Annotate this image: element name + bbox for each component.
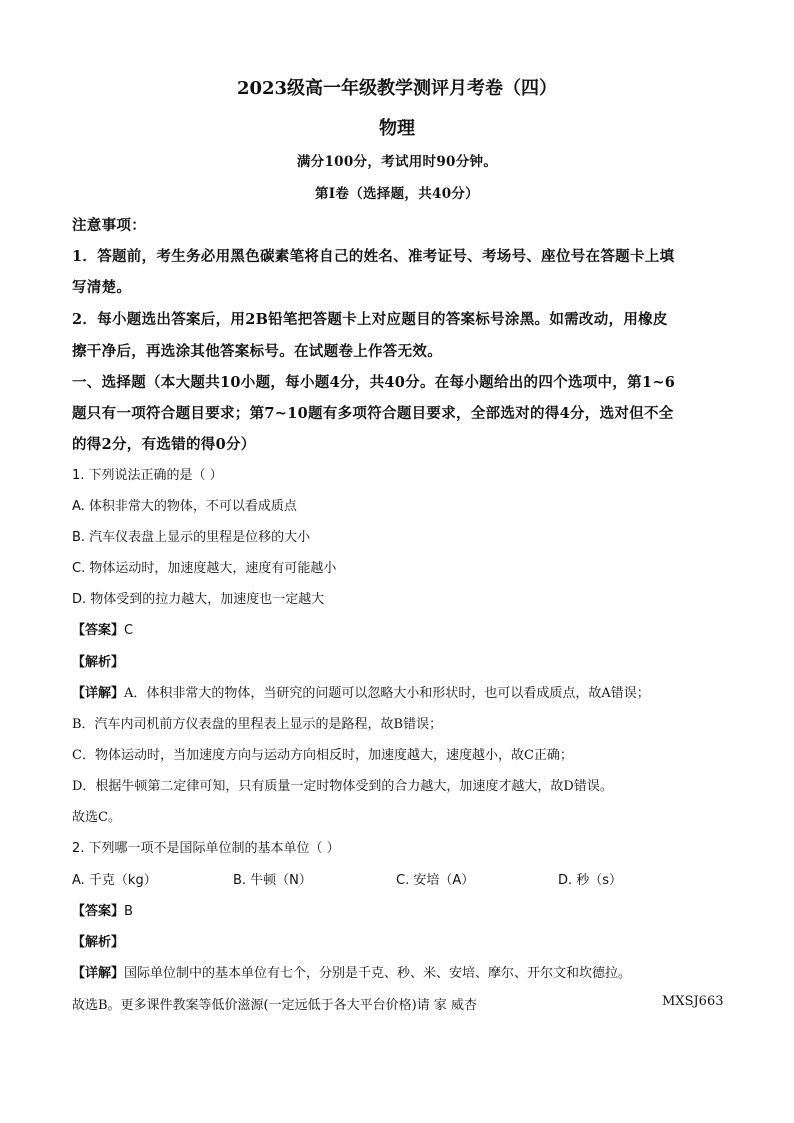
q1-answer-line: [72, 619, 133, 638]
note-item-1-line-1: 1．答题前，考生务必用黑色碳素笔将自己的姓名、准考证号、考场号、座位号在答题卡上填: [72, 248, 675, 265]
q1-detail-a-line: [72, 682, 650, 701]
footer-code: MXSJ663: [662, 994, 724, 1009]
note-item-2-line-2: 擦干净后，再选涂其他答案标号。在试题卷上作答无效。: [72, 343, 442, 360]
q1-conclusion: 故选C。: [72, 810, 121, 825]
exam-title: 2023级高一年级教学测评月考卷（四）: [236, 78, 558, 99]
q2-conclusion: 故选B。更多课件教案等低价滋源(一定远低于各大平台价格)请 家 威杏: [72, 998, 477, 1013]
q1-option-b: B. 汽车仪表盘上显示的里程是位移的大小: [72, 530, 311, 545]
q2-detail-line: [72, 962, 631, 981]
q2-stem: 2. 下列哪一项不是国际单位制的基本单位（ ）: [72, 841, 340, 856]
q1-detail-d: D．根据牛顿第二定律可知，只有质量一定时物体受到的合力越大，加速度才越大，故D错误。: [72, 779, 613, 794]
q1-detail-a: A．体积非常大的物体，当研究的问题可以忽略大小和形状时，也可以看成质点，故A错误；: [124, 686, 650, 701]
subject-title: 物理: [379, 118, 415, 139]
q2-answer-line: [72, 900, 133, 919]
notes-heading: 注意事项：: [72, 217, 146, 234]
q2-analysis-tag: 【解析】: [72, 935, 125, 950]
q2-option-c: C. 安培（A）: [396, 873, 475, 888]
q1-stem: 1. 下列说法正确的是（ ）: [72, 468, 223, 483]
section-heading-line-2: 题只有一项符合题目要求；第7~10题有多项符合题目要求，全部选对的得4分，选对但不全: [72, 405, 674, 422]
section-heading-line-3: 的得2分，有选错的得0分）: [72, 436, 256, 453]
q2-option-d: D. 秒（s）: [558, 873, 623, 888]
q2-answer-tag: 【答案】: [72, 904, 125, 919]
q1-answer-tag: 【答案】: [72, 623, 125, 638]
q2-detail-tag: 【详解】: [72, 966, 125, 981]
q2-answer: B: [124, 904, 133, 919]
q2-option-b: B. 牛顿（N）: [233, 873, 312, 888]
q1-detail-tag: 【详解】: [72, 686, 125, 701]
section-heading-line-1: 一、选择题（本大题共10小题，每小题4分，共40分。在每小题给出的四个选项中，第1~6: [72, 374, 676, 391]
q1-detail-b: B．汽车内司机前方仪表盘的里程表上显示的是路程，故B错误；: [72, 717, 443, 732]
q2-detail: 国际单位制中的基本单位有七个，分别是千克、秒、米、安培、摩尔、开尔文和坎德拉。: [124, 966, 632, 981]
score-info: 满分100分，考试用时90分钟。: [296, 154, 498, 170]
q1-analysis-tag: 【解析】: [72, 655, 125, 670]
volume-heading: 第I卷（选择题，共40分）: [314, 186, 479, 202]
q1-option-d: D. 物体受到的拉力越大，加速度也一定越大: [72, 592, 325, 607]
note-item-1-line-2: 写清楚。: [72, 279, 132, 296]
q1-detail-c: C．物体运动时，当加速度方向与运动方向相反时，加速度越大，速度越小，故C正确；: [72, 748, 573, 763]
q1-option-a: A. 体积非常大的物体，不可以看成质点: [72, 499, 297, 514]
q1-answer: C: [124, 623, 134, 638]
q2-option-a: A. 千克（kg）: [72, 873, 157, 888]
q1-option-c: C. 物体运动时，加速度越大，速度有可能越小: [72, 561, 337, 576]
note-item-2-line-1: 2．每小题选出答案后，用2B铅笔把答题卡上对应题目的答案标号涂黑。如需改动，用橡皮: [72, 311, 668, 328]
